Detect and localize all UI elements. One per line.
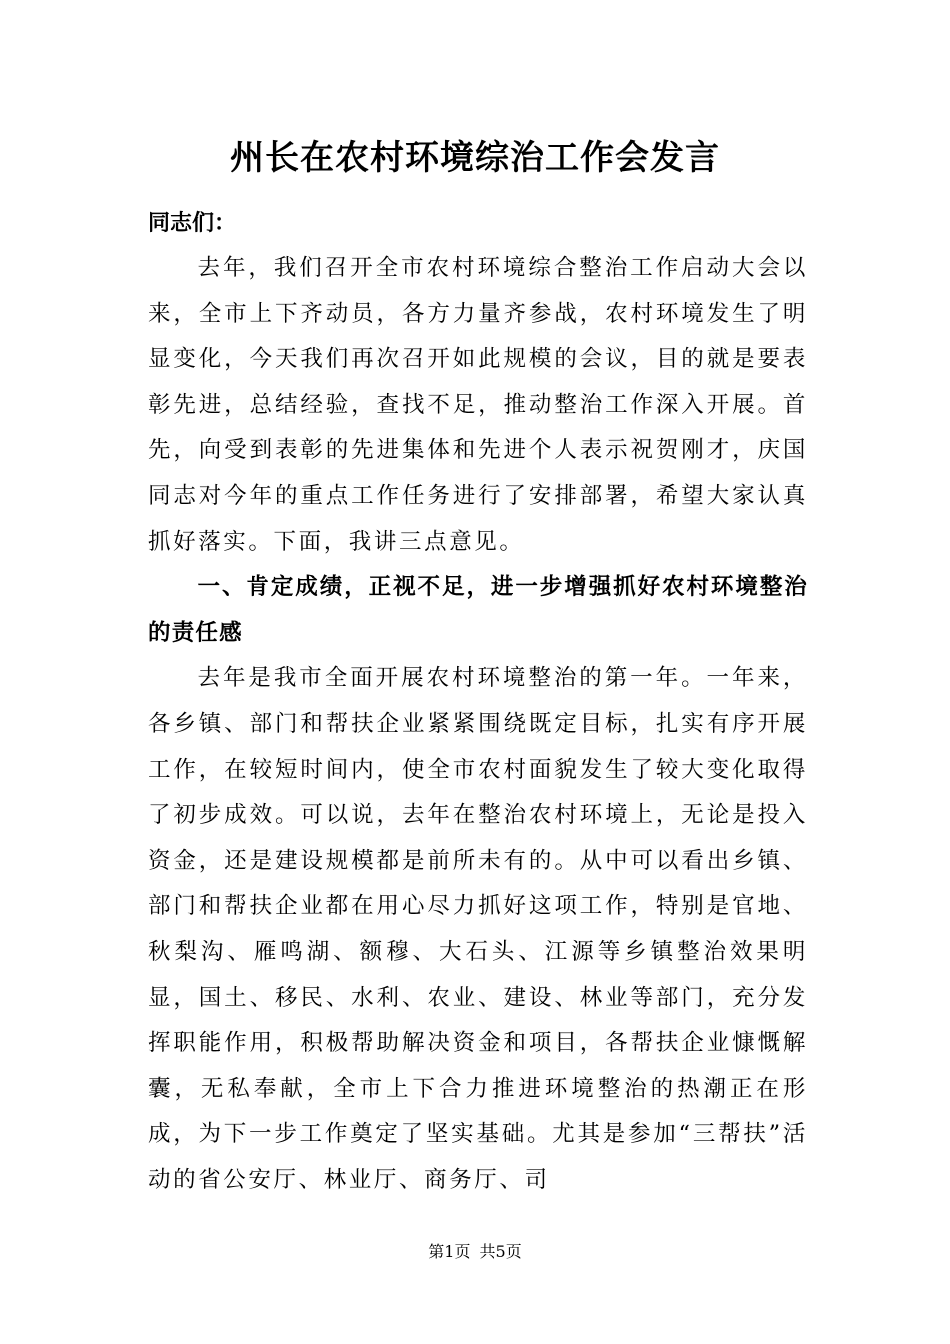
paragraph-intro: 去年，我们召开全市农村环境综合整治工作启动大会以来，全市上下齐动员，各方力量齐参战，农村环境发生了明显变化，今天我们再次召开如此规模的会议，目的就是要表彰先进，总结经验，查找不足，推动整治工作深入开展。首先，向受到表彰的先进集体和先进个人表示祝贺刚才，庆国同志对今年的重点工作任务进行了安排部署，希望大家认真抓好落实。下面，我讲三点意见。 [148,255,808,555]
page-number: 第1页 [428,1242,471,1261]
page-footer [0,1240,950,1264]
page-total: 共5页 [479,1242,522,1261]
paragraph-achievements: 去年是我市全面开展农村环境整治的第一年。一年来，各乡镇、部门和帮扶企业紧紧围绕既定目标，扎实有序开展工作，在较短时间内，使全市农村面貌发生了较大变化取得了初步成效。可以说，去年在整治农村环境上，无论是投入资金，还是建设规模都是前所未有的。从中可以看出乡镇、部门和帮扶企业都在用心尽力抓好这项工作，特别是官地、秋梨沟、雁鸣湖、额穆、大石头、江源等乡镇整治效果明显，国土、移民、水利、农业、建设、林业等部门，充分发挥职能作用，积极帮助解决资金和项目，各帮扶企业慷慨解囊，无私奉献，全市上下合力推进环境整治的热潮正在形成，为下一步工作奠定了坚实基础。尤其是参加“三帮扶”活动的省公安厅、林业厅、商务厅、司 [148,665,808,1193]
document-body [148,246,808,1203]
salutation: 同志们： [148,211,237,236]
section-heading-1: 一、肯定成绩，正视不足，进一步增强抓好农村环境整治的责任感 [148,574,808,646]
document-title: 州长在农村环境综治工作会发言 [230,138,720,178]
